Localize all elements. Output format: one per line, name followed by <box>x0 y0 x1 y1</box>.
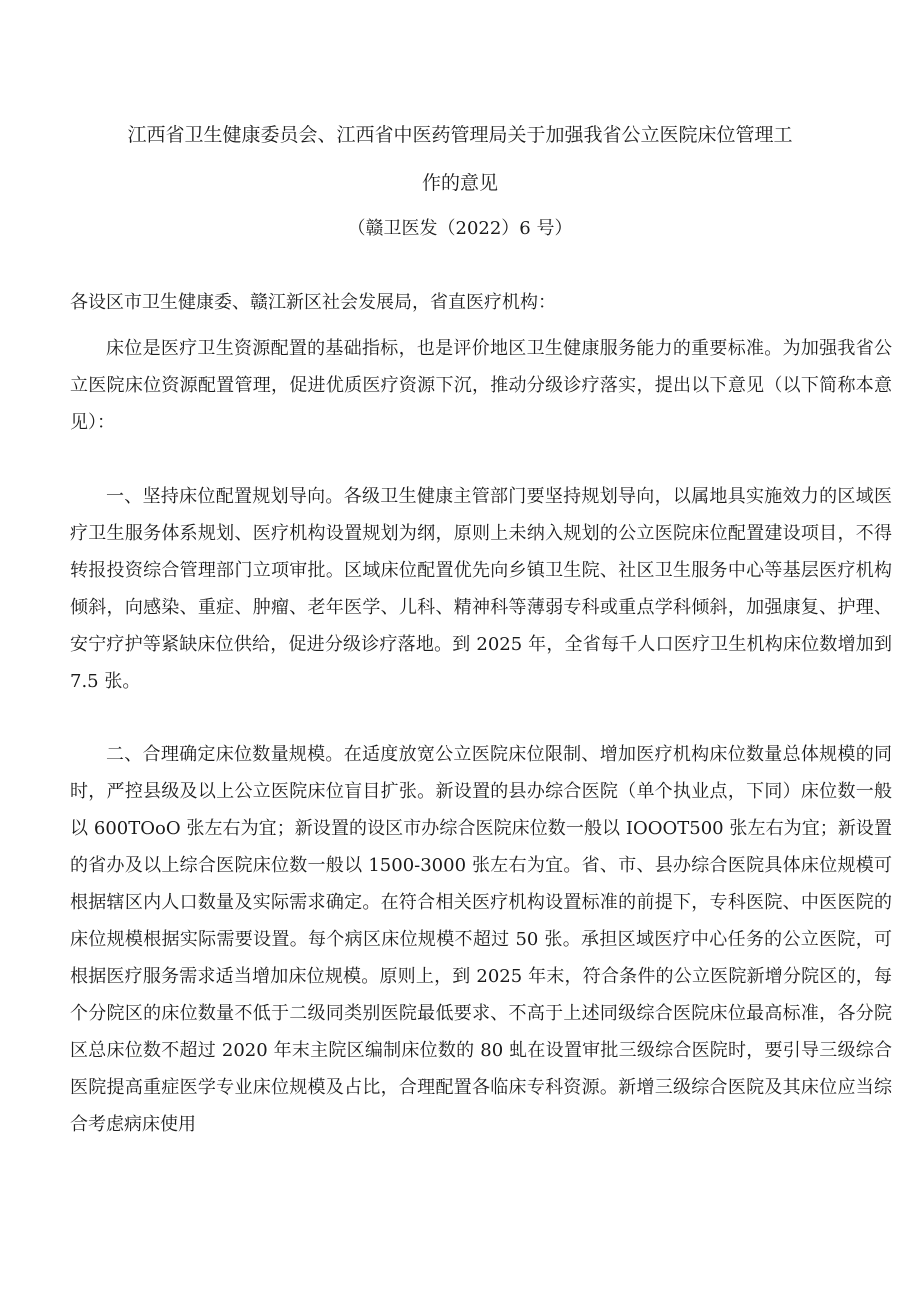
document-title-line1: 江西省卫生健康委员会、江西省中医药管理局关于加强我省公立医院床位管理工 <box>127 124 793 146</box>
paragraph-section-2: 二、合理确定床位数量规模。在适度放宽公立医院床位限制、增加医疗机构床位数量总体规模的同时，严控县级及以上公立医院床位盲目扩张。新设置的县办综合医院（单个执业点，下同）床位数一般以 600TOoO 张左右为宜；新设置的设区市办综合医院床位数一般以 IOOOT500 张左右为宜；新设置的省办及以上综合医院床位数一般以 1500-3000 张左右为宜。省、市、县办综合医院具体床位规模可根据辖区内人口数量及实际需求确定。在符合相关医疗机构设置标准的前提下，专科医院、中医医院的床位规模根据实际需要设置。每个病区床位规模不超过 50 张。承担区域医疗中心任务的公立医院，可根据医疗服务需求适当增加床位规模。原则上，到 2025 年末，符合条件的公立医院新增分院区的，每个分院区的床位数量不低于二级同类别医院最低要求、不高于上述同级综合医院床位最高标准，各分院区总床位数不超过 2020 年末主院区编制床位数的 80 虬在设置审批三级综合医院时，要引导三级综合医院提高重症医学专业床位规模及占比，合理配置各临床专科资源。新增三级综合医院及其床位应当综合考虑病床使用 <box>70 744 892 1135</box>
document-title-line2: 作的意见 <box>421 172 498 194</box>
paragraph-section-1: 一、坚持床位配置规划导向。各级卫生健康主管部门要坚持规划导向，以属地具实施效力的区域医疗卫生服务体系规划、医疗机构设置规划为纲，原则上未纳入规划的公立医院床位配置建设项目，不得转报投资综合管理部门立项审批。区域床位配置优先向乡镇卫生院、社区卫生服务中心等基层医疗机构倾斜，向感染、重症、肿瘤、老年医学、儿科、精神科等薄弱专科或重点学科倾斜，加强康复、护理、安宁疗护等紧缺床位供给，促进分级诊疗落地。到 2025 年，全省每千人口医疗卫生机构床位数增加到 7.5 张。 <box>70 486 892 692</box>
paragraph-intro: 床位是医疗卫生资源配置的基础指标，也是评价地区卫生健康服务能力的重要标准。为加强我省公立医院床位资源配置管理，促进优质医疗资源下沉，推动分级诊疗落实，提出以下意见（以下简称本意见）： <box>70 338 892 433</box>
salutation: 各设区市卫生健康委、赣江新区社会发展局，省直医疗机构： <box>70 292 556 313</box>
document-number: （赣卫医发（2022）6 号） <box>347 218 573 239</box>
